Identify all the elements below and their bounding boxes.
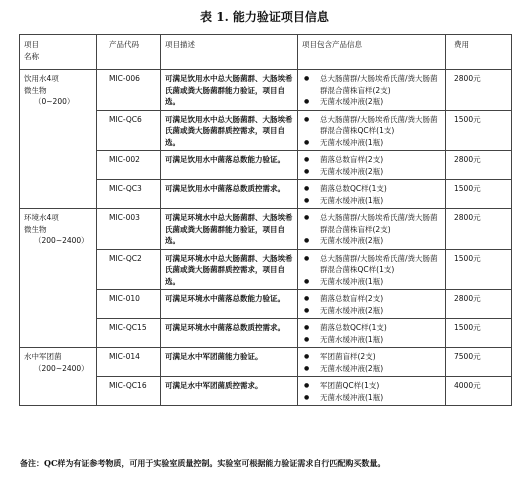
component-list-cell [298,151,446,180]
fee-cell: 1500元 [446,249,512,290]
component-list [302,351,442,374]
pt-info-table [19,34,512,406]
component-item: ● 菌落总数QC样(1支) [302,183,442,195]
project-description: 可满足环境水中总大肠菌群、大肠埃希氏菌或粪大肠菌群质控需求，项目自选。 [161,249,298,290]
category-subname: 微生物 [24,224,47,234]
component-list [302,380,442,403]
component-item: ● 总大肠菌群/大肠埃希氏菌/粪大肠菌群混合菌株QC样(1支) [302,253,442,276]
component-item: ● 无菌水缓冲液(1瓶) [302,392,442,404]
project-description: 可满足环境水中总大肠菌群、大肠埃希氏菌或粪大肠菌群能力验证，项目自选。 [161,209,298,250]
component-item: ● 无菌水缓冲液(1瓶) [302,137,442,149]
category-range: （200~2400） [34,236,89,245]
component-item: ● 无菌水缓冲液(1瓶) [302,276,442,288]
fee-cell: 2800元 [446,290,512,319]
header-components: 项目包含产品信息 [298,35,446,70]
component-item: ● 总大肠菌群/大肠埃希氏菌/粪大肠菌群混合菌株盲样(2支) [302,73,442,96]
component-item: ● 总大肠菌群/大肠埃希氏菌/粪大肠菌群混合菌株QC样(1支) [302,114,442,137]
product-code: MIC-QC6 [97,110,161,151]
product-code: MIC-QC16 [97,377,161,406]
component-list-cell [298,110,446,151]
project-description: 可满足水中军团菌质控需求。 [161,377,298,406]
table-row [20,209,512,250]
component-list-cell [298,249,446,290]
component-item: ● 无菌水缓冲液(1瓶) [302,334,442,346]
component-item: ● 菌落总数盲样(2支) [302,154,442,166]
component-item: ● 无菌水缓冲液(2瓶) [302,166,442,178]
fee-cell: 2800元 [446,151,512,180]
product-code: MIC-002 [97,151,161,180]
component-item: ● 菌落总数盲样(2支) [302,293,442,305]
footnote: 备注：QC样为有证参考物质，可用于实验室质量控制。实验室可根据能力验证需求自行匹配购买数量。 [20,458,386,468]
project-description: 可满足环境水中菌落总数质控需求。 [161,319,298,348]
project-description: 可满足饮用水中总大肠菌群、大肠埃希氏菌或粪大肠菌群质控需求，项目自选。 [161,110,298,151]
component-list-cell [298,209,446,250]
component-list [302,322,442,345]
component-list-cell [298,319,446,348]
component-item: ● 无菌水缓冲液(2瓶) [302,363,442,375]
component-list [302,183,442,206]
component-list-cell [298,70,446,111]
component-item: ● 军团菌QC样(1支) [302,380,442,392]
category-range: （0~200） [34,97,75,106]
component-item: ● 无菌水缓冲液(2瓶) [302,96,442,108]
header-row [20,35,512,70]
project-description: 可满足环境水中菌落总数能力验证。 [161,290,298,319]
category-subname: 微生物 [24,85,47,95]
fee-cell: 4000元 [446,377,512,406]
category-cell [20,70,97,209]
table-row [20,348,512,377]
component-item: ● 菌落总数QC样(1支) [302,322,442,334]
component-item: ● 总大肠菌群/大肠埃希氏菌/粪大肠菌群混合菌株盲样(2支) [302,212,442,235]
category-cell [20,348,97,406]
fee-cell: 2800元 [446,209,512,250]
header-category-line2: 名称 [24,51,39,61]
component-list-cell [298,180,446,209]
project-description: 可满足饮用水中菌落总数能力验证。 [161,151,298,180]
category-cell [20,209,97,348]
header-fee: 费用 [446,35,512,70]
component-list [302,73,442,108]
component-item: ● 无菌水缓冲液(1瓶) [302,195,442,207]
fee-cell: 1500元 [446,180,512,209]
component-list [302,253,442,288]
product-code: MIC-003 [97,209,161,250]
category-name: 环境水4项 [24,213,59,222]
fee-cell: 1500元 [446,319,512,348]
table-row [20,70,512,111]
component-list-cell [298,348,446,377]
category-name: 水中军团菌 [24,352,62,361]
fee-cell: 2800元 [446,70,512,111]
table-title: 表 1. 能力验证项目信息 [200,10,329,24]
category-name: 饮用水4项 [24,74,59,83]
header-desc: 项目描述 [161,35,298,70]
component-list-cell [298,290,446,319]
component-item: ● 无菌水缓冲液(2瓶) [302,305,442,317]
project-description: 可满足饮用水中菌落总数质控需求。 [161,180,298,209]
product-code: MIC-QC3 [97,180,161,209]
component-list-cell [298,377,446,406]
project-description: 可满足水中军团菌能力验证。 [161,348,298,377]
product-code: MIC-014 [97,348,161,377]
component-item: ● 无菌水缓冲液(2瓶) [302,235,442,247]
product-code: MIC-010 [97,290,161,319]
product-code: MIC-006 [97,70,161,111]
category-range: （200~2400） [34,363,89,373]
component-item: ● 军团菌盲样(2支) [302,351,442,363]
header-category [20,35,97,70]
component-list [302,293,442,316]
header-code: 产品代码 [97,35,161,70]
component-list [302,114,442,149]
fee-cell: 7500元 [446,348,512,377]
project-description: 可满足饮用水中总大肠菌群、大肠埃希氏菌或粪大肠菌群能力验证，项目自选。 [161,70,298,111]
header-category-line1: 项目 [24,40,39,49]
product-code: MIC-QC15 [97,319,161,348]
fee-cell: 1500元 [446,110,512,151]
component-list [302,154,442,177]
component-list [302,212,442,247]
product-code: MIC-QC2 [97,249,161,290]
